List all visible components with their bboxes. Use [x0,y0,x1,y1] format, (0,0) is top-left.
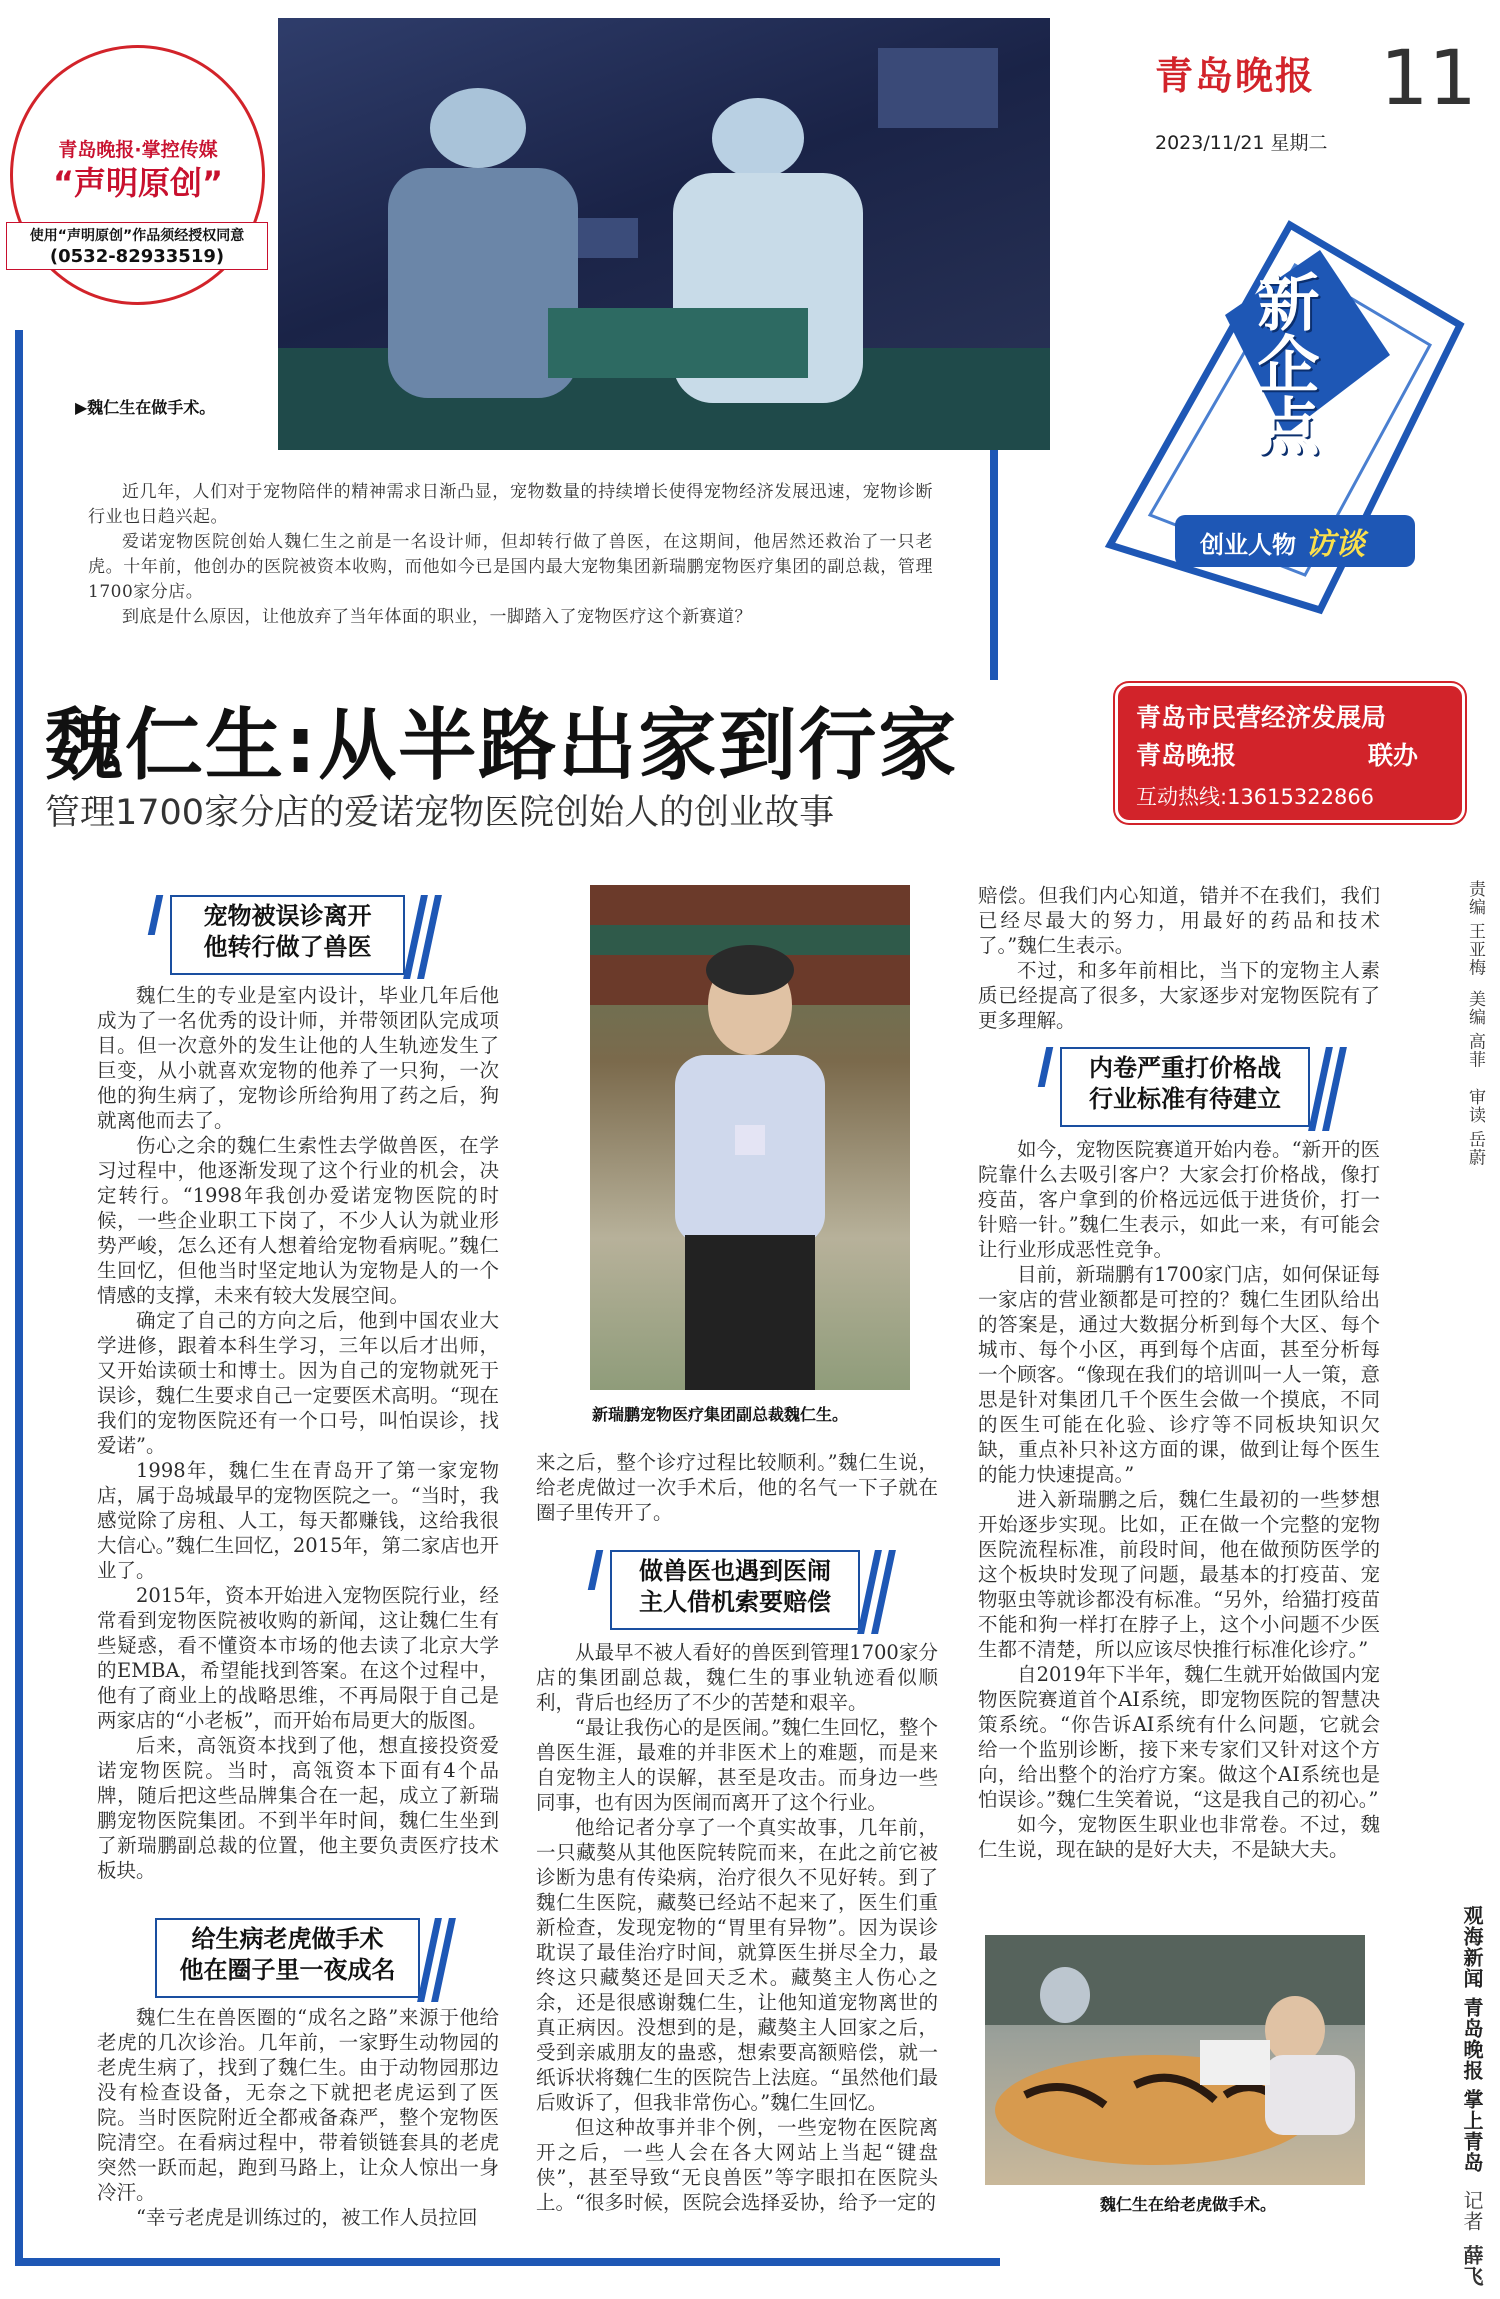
subhead-1-stripes-left [130,895,166,979]
col1-p8: “幸亏老虎是训练过的，被工作人员拉回 [136,2206,478,2229]
subhead-4-stripes-left [1020,1047,1056,1131]
col2-p2: 从最早不被人看好的兽医到管理1700家分店的集团副总裁，魏仁生的事业轨迹看似顺利，背后也经历了不少的苦楚和艰辛。 [536,1641,938,1714]
subhead-4-line1: 内卷严重打价格战 [1089,1054,1281,1082]
column2-bottom [536,1640,938,2215]
col3-p5: 进入新瑞鹏之后，魏仁生最初的一些梦想开始逐步实现。比如，正在做一个完整的宠物医院流程标准，前段时间，他在做预防医学的这个板块时发现了问题，最基本的打疫苗、宠物驱虫等就诊都没有标准。“另外，给猫打疫苗不能和狗一样打在脖子上，这个小问题不少医生都不清楚，所以应该尽快推行标准化诊疗。” [978,1488,1380,1661]
column3-top [978,883,1380,1033]
credit-reporter-label: 记者 [1460,2190,1484,2232]
subhead-4-stripes [1313,1047,1353,1131]
organizer-line1: 青岛市民营经济发展局 [1136,703,1387,732]
subhead-2-line1: 给生病老虎做手术 [191,1925,384,1953]
col3-p2: 不过，和多年前相比，当下的宠物主人素质已经提高了很多，大家逐步对宠物医院有了更多理解。 [978,959,1380,1032]
col2-p5: 但这种故事并非个例，一些宠物在医院离开之后，一些人会在各大网站上当起“键盘侠”，甚至导致“无良兽医”等字眼扣在医院头上。“很多时候，医院会选择妥协，给予一定的 [536,2116,938,2214]
subhead-3 [610,1550,860,1630]
subhead-3-stripes [862,1550,902,1634]
intro-block [88,480,933,630]
organizer-line2b: 联办 [1368,741,1419,770]
organizer-line2a: 青岛晚报 [1136,741,1237,770]
credit-proof: 审读 岳蔚 [1465,1088,1485,1167]
col1-p7: 魏仁生在兽医圈的“成名之路”来源于他给老虎的几次诊治。几年前，一家野生动物园的老虎生病了，找到了魏仁生。由于动物园那边没有检查设备，无奈之下就把老虎运到了医院。当时医院附近全都戒备森严，整个宠物医院清空。在看病过程中，带着锁链套具的老虎突然一跃而起，跑到马路上，让众人惊出一身冷汗。 [97,2006,499,2204]
stamp-line3: 使用“声明原创”作品须经授权同意 [6,222,268,248]
subhead-2 [155,1918,420,1998]
credit-designer: 美编 高菲 [1465,990,1485,1069]
subhead-4 [1060,1047,1310,1127]
column-title: 新企点 [1247,270,1320,456]
subhead-2-stripes [422,1918,462,2002]
column-sub1: 创业人物 [1200,531,1296,559]
paper-name: 青岛晚报 [1155,53,1316,98]
intro-p2: 爱诺宠物医院创始人魏仁生之前是一名设计师，但却转行做了兽医，在这期间，他居然还救治了一只老虎。十年前，他创办的医院被资本收购，而他如今已是国内最大宠物集团新瑞鹏宠物医疗集团的副总裁，管理1700家分店。 [88,532,933,602]
stamp-line1: 青岛晚报·掌控传媒 [58,139,218,161]
frame-rule-left [15,330,23,2265]
subhead-1-stripes [408,895,448,979]
subhead-3-line1: 做兽医也遇到医闹 [639,1557,831,1585]
tiger-photo [985,1935,1365,2185]
organizer-hotline: 互动热线:13615322866 [1136,785,1375,809]
col3-p4: 目前，新瑞鹏有1700家门店，如何保证每一家店的营业额都是可控的？魏仁生团队给出的答案是，通过大数据分析到每个大区、每个城市、每个小区，再到每个店面，甚至分析每一个顾客。“像现在我们的培训叫一人一策，意思是针对集团几千个医生会做一个摸底，不同的医生可能在化验、诊疗等不同板块知识欠缺，重点补只补这方面的课，做到让每个医生的能力快速提高。” [978,1263,1380,1486]
top-photo-caption: ▶魏仁生在做手术。 [75,398,216,417]
col2-p3: “最让我伤心的是医闹。”魏仁生回忆，整个兽医生涯，最难的并非医术上的难题，而是来自宠物主人的误解，甚至是攻击。而身边一些同事，也有因为医闹而离开了这个行业。 [536,1716,938,1814]
column-sub2: 访谈 [1305,527,1365,562]
stamp-line2: “声明原创” [52,164,224,202]
subhead-1-line2: 他转行做了兽医 [203,933,372,961]
portrait-caption: 新瑞鹏宠物医疗集团副总裁魏仁生。 [592,1405,849,1424]
subhead-1 [170,895,405,975]
col3-p7: 如今，宠物医生职业也非常卷。不过，魏仁生说，现在缺的是好大夫，不是缺大夫。 [978,1813,1380,1861]
organizer-box [1115,683,1465,823]
column2-top [536,1450,938,1525]
credit-editor: 责编 王亚梅 [1465,880,1485,977]
frame-rule-mid [990,450,998,680]
col2-p4: 他给记者分享了一个真实故事，几年前，一只藏獒从其他医院转院而来，在此之前它被诊断为患有传染病，治疗很久不见好转。到了魏仁生医院，藏獒已经站不起来了，医生们重新检查，发现宠物的“胃里有异物”。因为误诊耽误了最佳治疗时间，就算医生拼尽全力，最终这只藏獒还是回天乏术。藏獒主人伤心之余，还是很感谢魏仁生，让他知道宠物离世的真正病因。没想到的是，藏獒主人回家之后，受到亲戚朋友的蛊惑，想索要高额赔偿，就一纸诉状将魏仁生的医院告上法庭。“虽然他们最后败诉了，但我非常伤心。”魏仁生回忆。 [536,1816,938,2114]
intro-p1: 近几年，人们对于宠物陪伴的精神需求日渐凸显，宠物数量的持续增长使得宠物经济发展迅速，宠物诊断行业也日趋兴起。 [88,482,933,527]
subheadline: 管理1700家分店的爱诺宠物医院创始人的创业故事 [45,793,835,833]
col1-p6: 后来，高瓴资本找到了他，想直接投资爱诺宠物医院。当时，高瓴资本下面有4个品牌，随后把这些品牌集合在一起，成立了新瑞鹏宠物医院集团。不到半年时间，魏仁生坐到了新瑞鹏副总裁的位置，他主要负责医疗技术板块。 [97,1734,499,1882]
stamp-phone: (0532-82933519) [6,244,268,270]
intro-p3: 到底是什么原因，让他放弃了当年体面的职业，一脚踏入了宠物医疗这个新赛道？ [122,607,752,627]
subhead-1-line1: 宠物被误诊离开 [203,902,372,930]
column3-bottom [978,1137,1380,1862]
col1-p2: 伤心之余的魏仁生索性去学做兽医，在学习过程中，他逐渐发现了这个行业的机会，决定转行。“1998年我创办爱诺宠物医院的时候，一些企业职工下岗了，不少人认为就业形势严峻，怎么还有人想着给宠物看病呢。”魏仁生回忆，但他当时坚定地认为宠物是人的一个情感的支撑，未来有较大发展空间。 [97,1134,499,1307]
col1-p4: 1998年，魏仁生在青岛开了第一家宠物店，属于岛城最早的宠物医院之一。“当时，我感觉除了房租、人工，每天都赚钱，这给我很大信心。”魏仁生回忆，2015年，第二家店也开业了。 [97,1459,499,1582]
col2-p1: 来之后，整个诊疗过程比较顺利。”魏仁生说，给老虎做过一次手术后，他的名气一下子就在圈子里传开了。 [536,1451,938,1524]
credit-reporter: 薛飞 [1460,2245,1484,2287]
col1-p1: 魏仁生的专业是室内设计，毕业几年后他成为了一名优秀的设计师，并带领团队完成项目。但一次意外的发生让他的人生轨迹发生了巨变，从小就喜欢宠物的他养了一只狗，一次他的狗生病了，宠物诊所给狗用了药之后，狗就离他而去了。 [97,984,499,1132]
col3-p1: 赔偿。但我们内心知道，错并不在我们，我们已经尽最大的努力，用最好的药品和技术了。”魏仁生表示。 [978,884,1380,957]
headline: 魏仁生:从半路出家到行家 [45,701,959,791]
credit-source: 观海新闻 青岛晚报 掌上青岛 [1460,1905,1484,2173]
issue-date: 2023/11/21 星期二 [1155,132,1328,154]
col3-p3: 如今，宠物医院赛道开始内卷。“新开的医院靠什么去吸引客户？大家会打价格战，像打疫苗，客户拿到的价格远远低于进货价，打一针赔一针。”魏仁生表示，如此一来，有可能会让行业形成恶性竞争。 [978,1138,1380,1261]
tiger-caption: 魏仁生在给老虎做手术。 [1100,2195,1277,2214]
subhead-2-line2: 他在圈子里一夜成名 [179,1956,396,1984]
col1-p3: 确定了自己的方向之后，他到中国农业大学进修，跟着本科生学习，三年以后才出师，又开始读硕士和博士。因为自己的宠物就死于误诊，魏仁生要求自己一定要医术高明。“现在我们的宠物医院还有一个口号，叫怕误诊，找爱诺”。 [97,1309,499,1457]
surgery-photo [278,18,1050,450]
frame-rule-bottom [15,2258,1000,2266]
col3-p6: 自2019年下半年，魏仁生就开始做国内宠物医院赛道首个AI系统，即宠物医院的智慧决策系统。“你告诉AI系统有什么问题，它就会给一个监别诊断，接下来专家们又针对这个方向，给出整个的治疗方案。做这个AI系统也是怕误诊。”魏仁生笑着说，“这是我自己的初心。” [978,1663,1380,1811]
subhead-3-line2: 主人借机索要赔偿 [639,1588,831,1616]
subhead-4-line2: 行业标准有待建立 [1089,1085,1281,1113]
portrait-photo [590,885,910,1390]
subhead-3-stripes-left [570,1550,606,1634]
column1-top [97,983,499,1883]
column1-bottom [97,2005,499,2230]
page-number: 11 [1380,33,1477,122]
column-logo [1090,215,1470,615]
col1-p5: 2015年，资本开始进入宠物医院行业，经常看到宠物医院被收购的新闻，这让魏仁生有些疑惑，看不懂资本市场的他去读了北京大学的EMBA，希望能找到答案。在这个过程中，他有了商业上的战略思维，不再局限于自己是两家店的“小老板”，而开始布局更大的版图。 [97,1584,499,1732]
